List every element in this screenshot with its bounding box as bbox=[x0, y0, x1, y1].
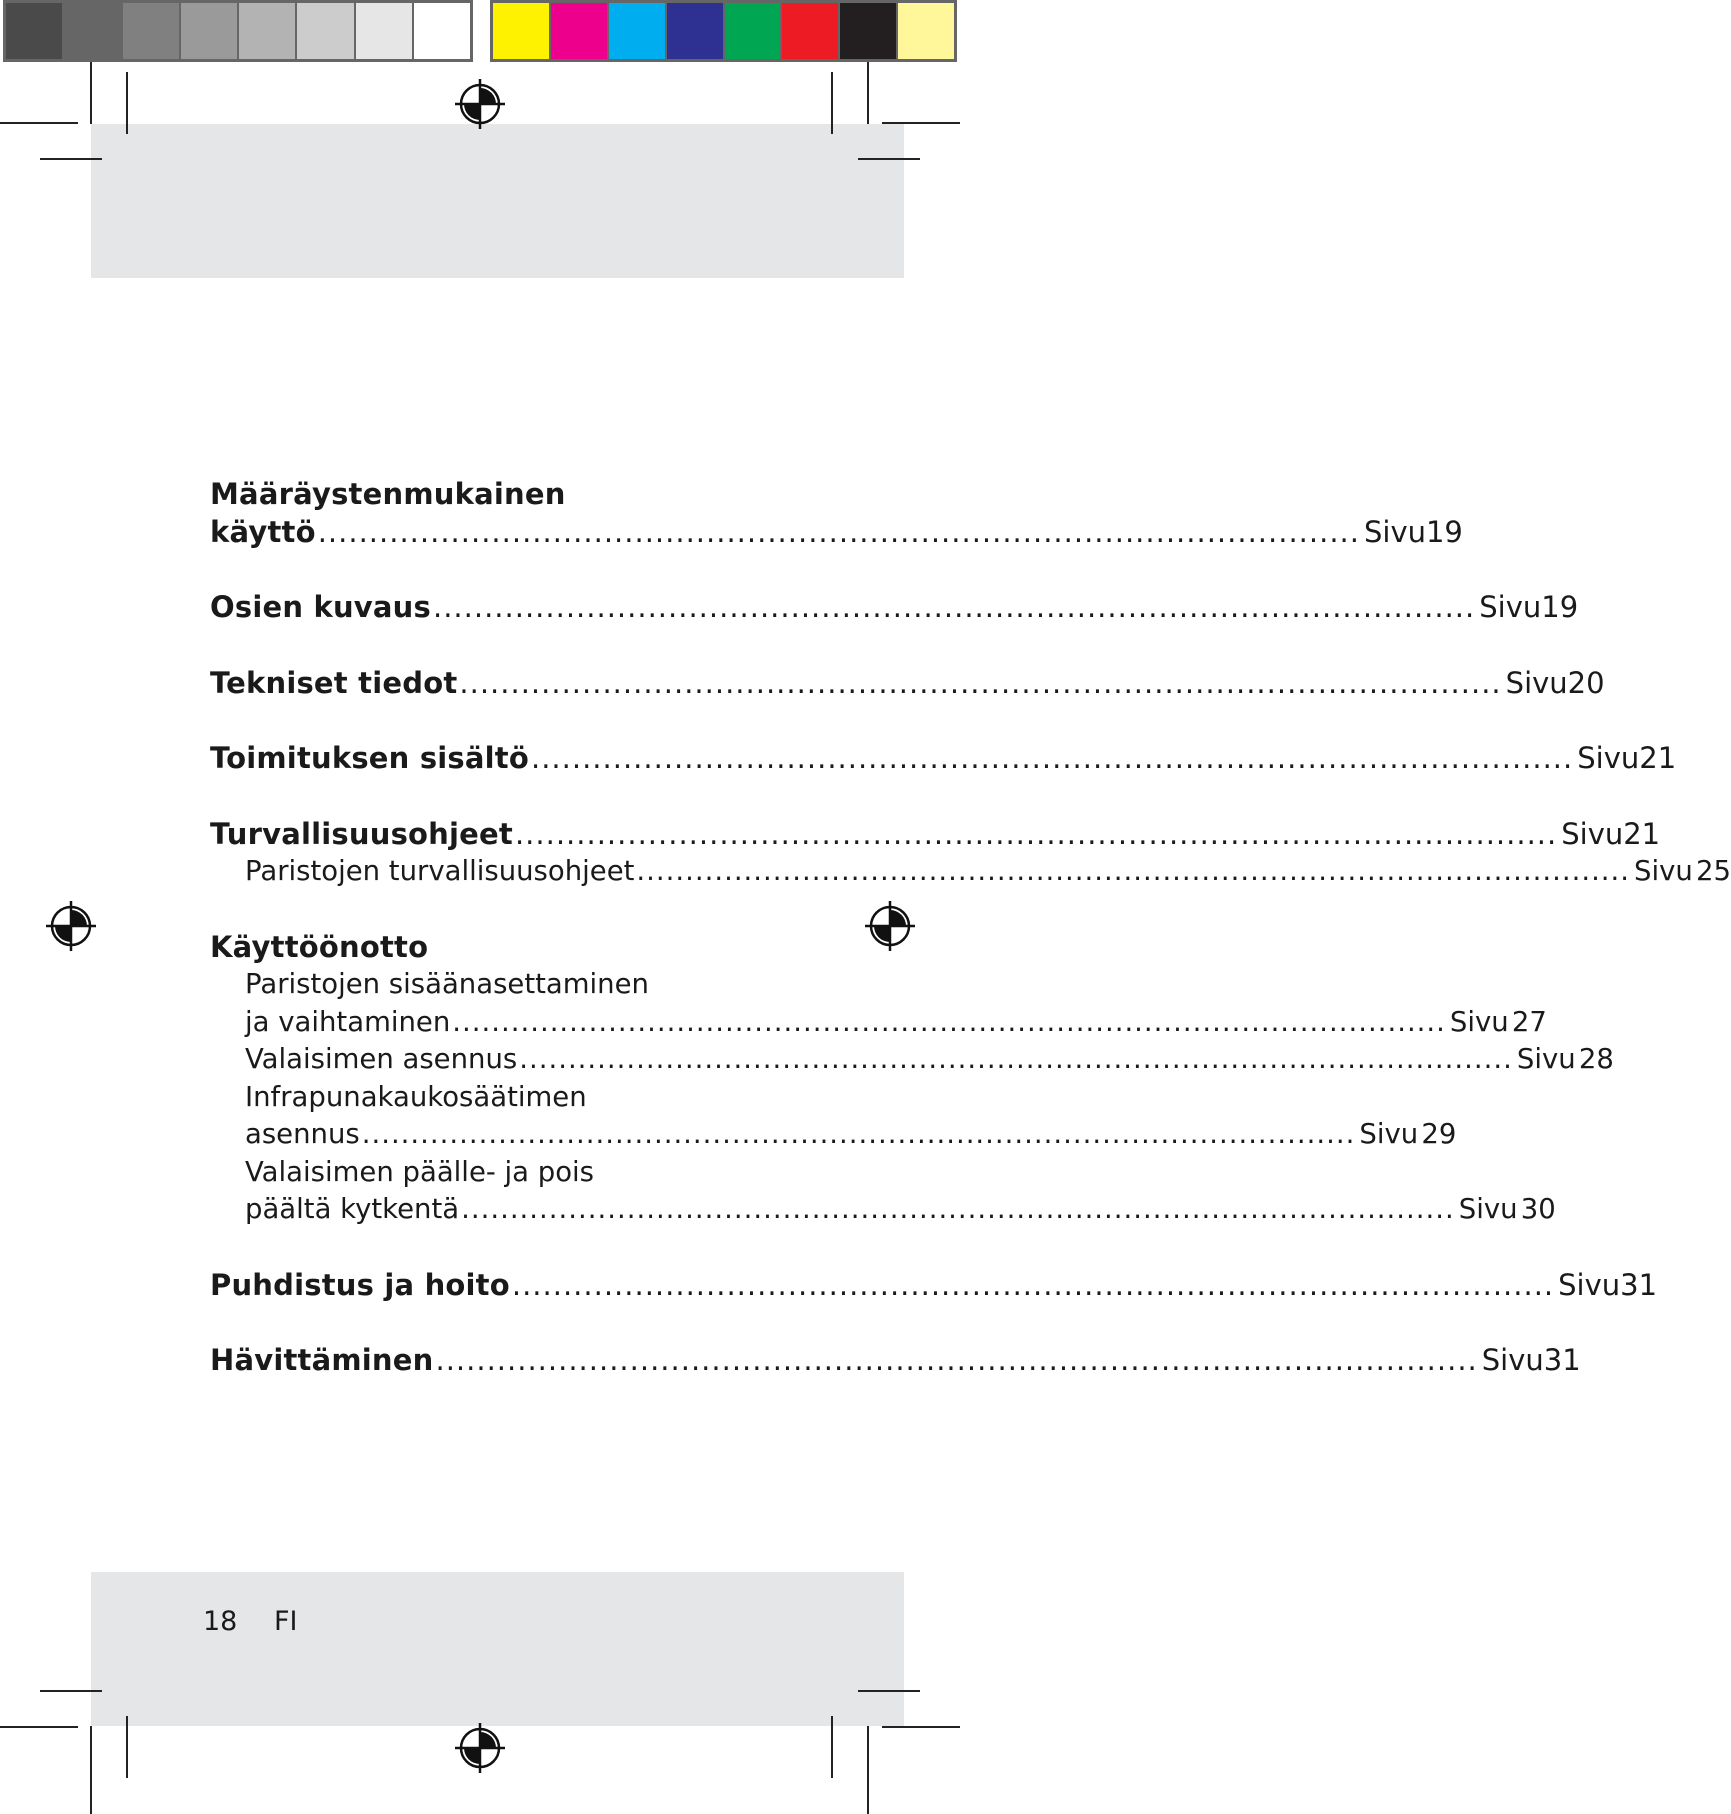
crop-mark bbox=[0, 122, 78, 124]
toc-entry-title: Turvallisuusohjeet bbox=[210, 816, 513, 851]
page-prefix: Sivu bbox=[1363, 514, 1426, 549]
dot-leader: ...................................................................................................... bbox=[317, 514, 1360, 549]
toc-entry[interactable] bbox=[210, 589, 1579, 627]
color-swatch bbox=[840, 3, 898, 59]
table-of-contents bbox=[210, 476, 1731, 1380]
gray-swatch bbox=[181, 3, 239, 59]
crop-mark bbox=[867, 62, 869, 124]
toc-entry-title: Määräystenmukainen bbox=[210, 477, 566, 511]
toc-subentry-title: ja vaihtaminen bbox=[245, 1005, 451, 1038]
crop-mark bbox=[882, 1726, 960, 1728]
page-number: 31 bbox=[1543, 1343, 1581, 1377]
toc-subentry[interactable] bbox=[210, 966, 1547, 1041]
toc-entry-title: Käyttöönotto bbox=[210, 929, 429, 964]
page-prefix: Sivu bbox=[1577, 741, 1640, 775]
page-number: 31 bbox=[1620, 1267, 1658, 1302]
registration-mark-icon bbox=[454, 78, 506, 130]
dot-leader: ...................................................................................................... bbox=[514, 816, 1558, 851]
color-swatch bbox=[609, 3, 667, 59]
crop-mark bbox=[40, 1690, 102, 1692]
page-number: 28 bbox=[1578, 1043, 1614, 1075]
toc-subentry-title: Valaisimen asennus bbox=[245, 1043, 518, 1075]
page-number: 27 bbox=[1511, 1005, 1547, 1038]
toc-subentry[interactable] bbox=[210, 1154, 1556, 1229]
page-footer bbox=[203, 1606, 325, 1637]
footer-language: FI bbox=[273, 1606, 298, 1637]
page-prefix: Sivu bbox=[1561, 816, 1624, 851]
dot-leader: ...................................................................................................... bbox=[511, 1267, 1555, 1302]
page-number: 30 bbox=[1520, 1193, 1556, 1225]
page-number: 21 bbox=[1623, 816, 1661, 851]
registration-mark-icon bbox=[864, 900, 916, 952]
page-prefix: Sivu bbox=[1458, 1193, 1518, 1225]
toc-entry[interactable] bbox=[210, 740, 1677, 778]
toc-entry-title: Tekniset tiedot bbox=[210, 665, 458, 700]
crop-mark bbox=[0, 1726, 78, 1728]
page-prefix: Sivu bbox=[1516, 1043, 1576, 1075]
toc-subentry-title: asennus bbox=[245, 1118, 360, 1150]
header-band bbox=[91, 124, 904, 278]
page-prefix: Sivu bbox=[1479, 590, 1542, 624]
toc-entry[interactable] bbox=[210, 816, 1661, 854]
crop-mark bbox=[867, 1726, 869, 1814]
toc-entry[interactable] bbox=[210, 665, 1605, 703]
toc-entry[interactable] bbox=[210, 1342, 1581, 1380]
toc-entry-title: Puhdistus ja hoito bbox=[210, 1267, 510, 1302]
crop-mark bbox=[831, 1716, 833, 1778]
toc-subentry[interactable] bbox=[210, 1079, 1457, 1154]
registration-mark-icon bbox=[45, 900, 97, 952]
page-number: 20 bbox=[1567, 665, 1605, 700]
crop-mark bbox=[882, 122, 960, 124]
crop-mark bbox=[90, 1726, 92, 1814]
dot-leader: ...................................................................................................... bbox=[530, 741, 1574, 775]
color-swatch bbox=[898, 3, 954, 59]
toc-subentry-title: Valaisimen päälle- ja pois bbox=[245, 1155, 595, 1188]
page-prefix: Sivu bbox=[1449, 1005, 1509, 1038]
registration-mark-icon bbox=[454, 1722, 506, 1774]
page-prefix: Sivu bbox=[1359, 1118, 1419, 1150]
crop-mark bbox=[126, 1716, 128, 1778]
dot-leader: ...................................................................................................... bbox=[452, 1005, 1446, 1038]
page-number: 19 bbox=[1425, 514, 1463, 549]
page-number: 25 bbox=[1696, 855, 1731, 887]
dot-leader: ...................................................................................................... bbox=[636, 855, 1631, 887]
toc-entry-title: Osien kuvaus bbox=[210, 590, 431, 624]
toc-subentry[interactable] bbox=[210, 853, 1731, 891]
gray-swatch bbox=[6, 3, 64, 59]
gray-swatch bbox=[356, 3, 414, 59]
color-swatch bbox=[551, 3, 609, 59]
toc-entry[interactable] bbox=[210, 476, 1463, 551]
toc-entry-title: käyttö bbox=[210, 514, 316, 549]
page-prefix: Sivu bbox=[1558, 1267, 1621, 1302]
dot-leader: ...................................................................................................... bbox=[435, 1343, 1478, 1377]
dot-leader: ...................................................................................................... bbox=[361, 1118, 1356, 1150]
toc-entry-title: Toimituksen sisältö bbox=[210, 741, 529, 775]
toc-entry[interactable] bbox=[210, 1267, 1658, 1305]
gray-swatch bbox=[239, 3, 297, 59]
toc-entry[interactable] bbox=[210, 929, 750, 967]
crop-mark bbox=[858, 158, 920, 160]
dot-leader: ...................................................................................................... bbox=[461, 1193, 1455, 1225]
page-number: 21 bbox=[1639, 741, 1677, 775]
toc-entry-title: Hävittäminen bbox=[210, 1343, 434, 1377]
color-swatch bbox=[725, 3, 783, 59]
gray-swatch bbox=[414, 3, 470, 59]
toc-subentry-title: Paristojen turvallisuusohjeet bbox=[245, 855, 635, 887]
toc-subentry-title: Paristojen sisäänasettaminen bbox=[245, 968, 649, 1000]
crop-mark bbox=[831, 72, 833, 134]
crop-mark bbox=[40, 158, 102, 160]
crop-mark bbox=[90, 62, 92, 124]
color-calibration-strip bbox=[490, 0, 957, 62]
crop-mark bbox=[858, 1690, 920, 1692]
gray-swatch bbox=[123, 3, 181, 59]
dot-leader: ...................................................................................................... bbox=[459, 665, 1502, 700]
page-number: 29 bbox=[1421, 1118, 1457, 1150]
page-prefix: Sivu bbox=[1481, 1343, 1544, 1377]
gray-swatch bbox=[297, 3, 355, 59]
crop-mark bbox=[126, 72, 128, 134]
page-number: 19 bbox=[1541, 590, 1579, 624]
page-prefix: Sivu bbox=[1505, 665, 1568, 700]
color-swatch bbox=[782, 3, 840, 59]
color-swatch bbox=[667, 3, 725, 59]
toc-subentry-title: Infrapunakaukosäätimen bbox=[245, 1080, 587, 1113]
dot-leader: ...................................................................................................... bbox=[432, 590, 1476, 624]
toc-subentry-title: päältä kytkentä bbox=[245, 1193, 460, 1225]
page-prefix: Sivu bbox=[1634, 855, 1693, 887]
dot-leader: ...................................................................................................... bbox=[519, 1043, 1513, 1075]
gray-swatch bbox=[64, 3, 122, 59]
color-swatch bbox=[493, 3, 551, 59]
footer-band bbox=[91, 1572, 904, 1726]
footer-page-number: 18 bbox=[203, 1606, 238, 1637]
toc-subentry[interactable] bbox=[210, 1041, 1614, 1079]
gray-calibration-strip bbox=[3, 0, 473, 62]
